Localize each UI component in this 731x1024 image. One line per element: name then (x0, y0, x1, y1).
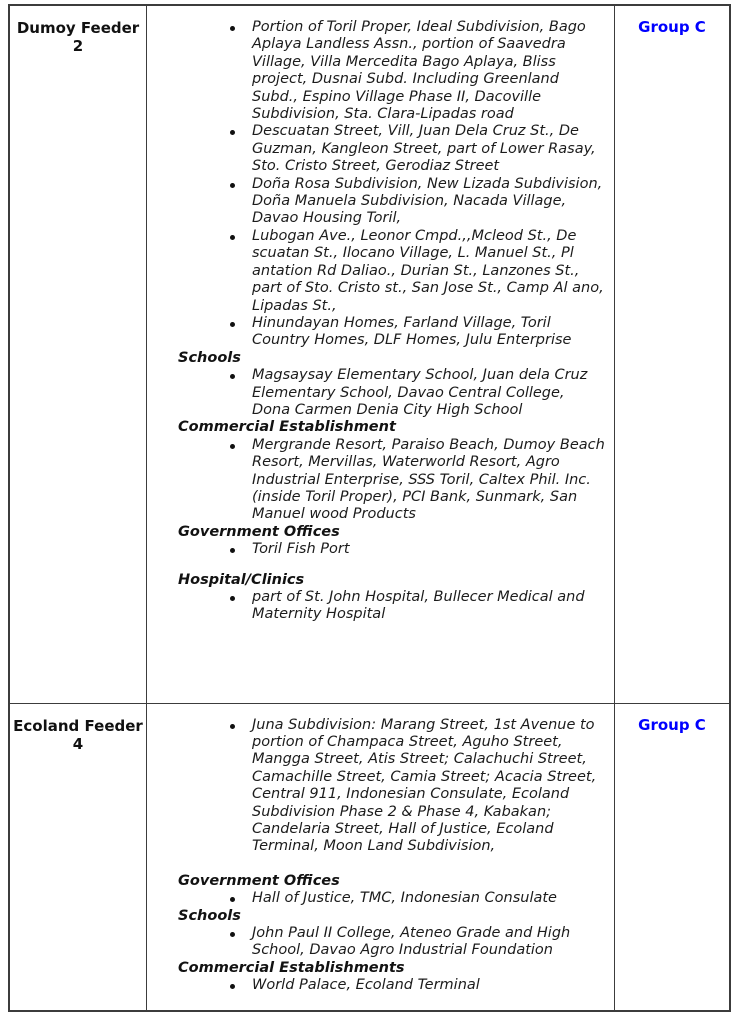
section-heading: Government Offices (178, 872, 340, 889)
bullet-text: Toril Fish Port (252, 541, 350, 558)
bullet-icon (230, 932, 235, 937)
bullet-item (252, 228, 606, 315)
bullet-text: Mergrande Resort, Paraiso Beach, Dumoy Beach Resort, Mervillas, Waterworld Resort, Agro Industrial Enterprise, SSS Toril, Caltex Phil. Inc. (inside Toril Proper), PCI Bank, Sunmark, San Manuel wood Products (252, 436, 605, 523)
coverage-sections (147, 717, 614, 995)
bullet-icon (230, 596, 235, 601)
group-cell (615, 5, 731, 703)
bullet-text: Magsaysay Elementary School, Juan dela Cruz Elementary School, Davao Central College, Dona Carmen Denia City High School (252, 367, 588, 418)
section-heading: Schools (178, 349, 241, 366)
table-row-ecoland-feeder-4 (9, 703, 730, 1011)
section-heading: Government Offices (178, 523, 340, 540)
bullet-icon (230, 444, 235, 449)
feeder-title (10, 717, 146, 753)
bullet-text: Juna Subdivision: Marang Street, 1st Avenue to portion of Champaca Street, Aguho Street, Mangga Street, Atis Street; Calachuchi Street, Camachille Street, Camia Street; Acacia Street, Central 911, Indonesian Consulate, Ecoland Subdivision Phase 2 & Phase 4, Kabakan; Candelaria Street, Hall of Justice, Ecoland Terminal, Moon Land Subdivision, (252, 716, 597, 855)
bullet-icon (230, 26, 235, 31)
bullet-text: World Palace, Ecoland Terminal (252, 977, 480, 994)
bullet-text: John Paul II College, Ateneo Grade and High School, Davao Agro Industrial Foundation (252, 924, 571, 959)
bullet-text: Lubogan Ave., Leonor Cmpd.,,Mcleod St., De scuatan St., Ilocano Village, L. Manuel St., Pl antation Rd Daliao., Durian St., Lanzones St., part of Sto. Cristo st., San Jose St., Camp Al ano, Lipadas St., (252, 227, 604, 314)
bullet-item (252, 977, 606, 994)
feeder-number: 4 (72, 734, 84, 753)
coverage-sections (147, 19, 614, 624)
bullet-item (252, 541, 606, 558)
feeder-coverage-table (8, 4, 731, 1012)
feeder-number: 2 (72, 37, 84, 55)
bullet-item (252, 315, 606, 350)
feeder-name: Dumoy Feeder (16, 19, 140, 37)
section-heading: Hospital/Clinics (178, 571, 305, 588)
bullet-text: Descuatan Street, Vill, Juan Dela Cruz St., De Guzman, Kangleon Street, part of Lower Rasay, Sto. Cristo Street, Gerodiaz Street (252, 123, 596, 175)
section-heading: Schools (178, 907, 241, 924)
section-heading: Commercial Establishments (178, 959, 405, 976)
section-heading: Commercial Establishment (178, 419, 396, 436)
bullet-icon (230, 548, 235, 553)
bullet-item (252, 589, 606, 624)
bullet-icon (230, 183, 235, 188)
bullet-text: Doña Rosa Subdivision, New Lizada Subdivision, Doña Manuela Subdivision, Nacada Village, Davao Housing Toril, (252, 175, 603, 227)
bullet-item (252, 717, 606, 856)
bullet-item (252, 19, 606, 123)
coverage-cell (147, 703, 615, 1011)
bullet-text: Portion of Toril Proper, Ideal Subdivision, Bago Aplaya Landless Assn., portion of Saavedra Village, Villa Mercedita Bago Aplaya, Bliss project, Dusnai Subd. Including Greenland Subd., Espino Village Phase II, Dacoville Subdivision, Sta. Clara-Lipadas road (252, 19, 586, 123)
bullet-text: Hall of Justice, TMC, Indonesian Consulate (252, 890, 557, 907)
table-row-dumoy-feeder-2 (9, 5, 730, 703)
bullet-icon (230, 724, 235, 729)
bullet-icon (230, 897, 235, 902)
bullet-icon (230, 130, 235, 135)
bullet-icon (230, 322, 235, 327)
bullet-icon (230, 374, 235, 379)
bullet-item (252, 890, 606, 907)
bullet-text: Hinundayan Homes, Farland Village, Toril Country Homes, DLF Homes, Julu Enterprise (252, 314, 572, 349)
coverage-cell (147, 5, 615, 703)
bullet-item (252, 437, 606, 524)
group-label: Group C (638, 18, 706, 36)
bullet-item (252, 176, 606, 228)
bullet-item (252, 367, 606, 419)
feeder-name-cell (9, 5, 147, 703)
bullet-item (252, 123, 606, 175)
feeder-name-cell (9, 703, 147, 1011)
bullet-text: part of St. John Hospital, Bullecer Medical and Maternity Hospital (252, 589, 585, 623)
bullet-item (252, 925, 606, 960)
feeder-title (10, 19, 146, 55)
feeder-name: Ecoland Feeder (13, 716, 143, 735)
bullet-icon (230, 984, 235, 989)
group-label: Group C (638, 715, 706, 734)
bullet-icon (230, 235, 235, 240)
group-cell (615, 703, 731, 1011)
